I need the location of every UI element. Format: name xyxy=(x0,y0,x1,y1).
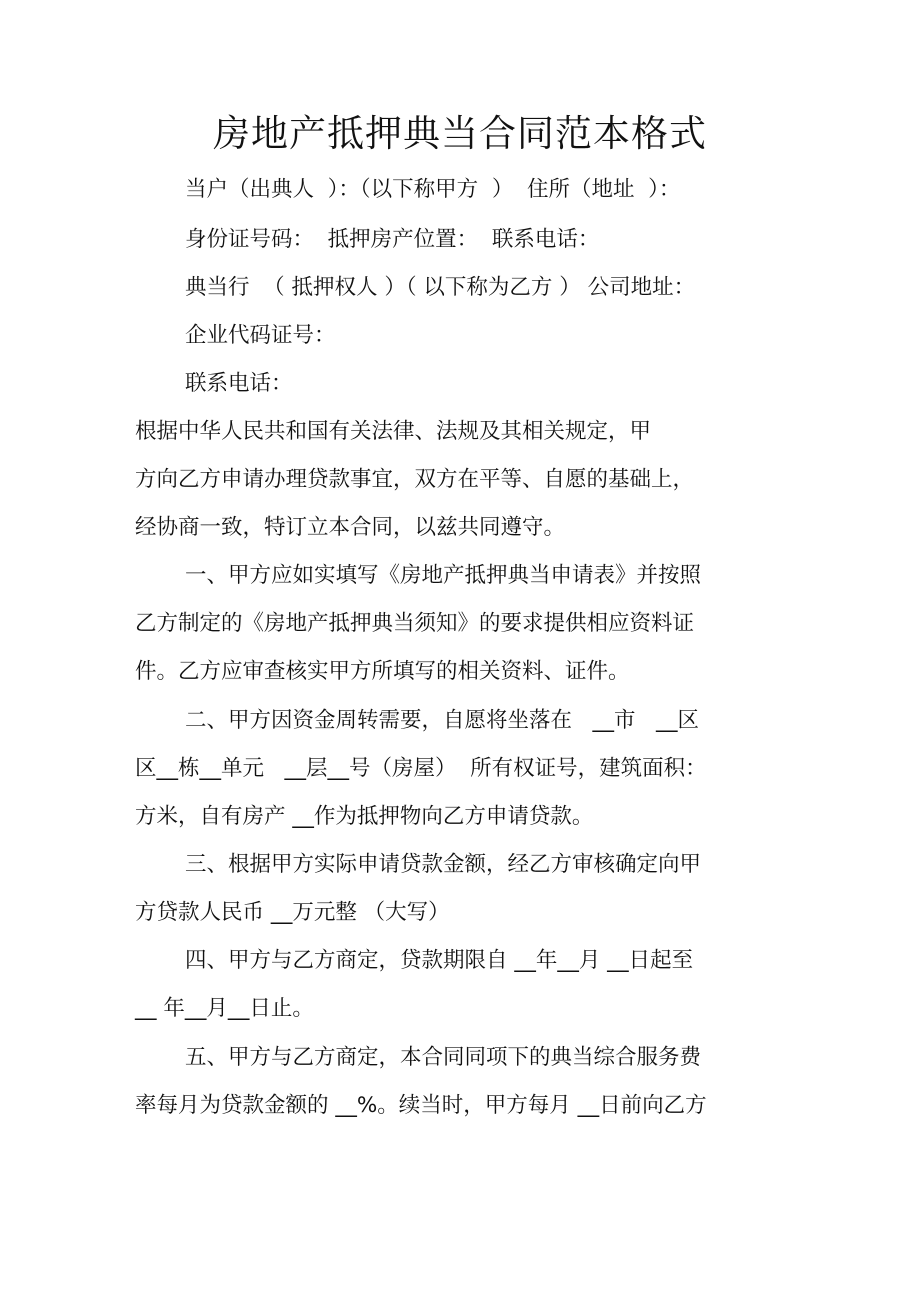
clause-5-line: 五、甲方与乙方商定，本合同同项下的典当综合服务费 xyxy=(185,1045,702,1070)
party-a-line: 当户（出典人 ）：（以下称甲方 ） 住所（地址 ）： xyxy=(185,177,681,202)
phone-line: 联系电话： xyxy=(185,371,293,396)
preamble-line: 方向乙方申请办理贷款事宜，双方在平等、自愿的基础上， xyxy=(135,467,695,492)
document-title: 房地产抵押典当合同范本格式 xyxy=(213,112,707,155)
company-code-line: 企业代码证号： xyxy=(185,323,336,348)
clause-3-line: 方贷款人民币 __万元整 （大写） xyxy=(135,900,450,925)
clause-2-line: 区__栋__单元 __层__号（房屋） 所有权证号，建筑面积： xyxy=(135,756,707,781)
preamble-line: 根据中华人民共和国有关法律、法规及其相关规定，甲 xyxy=(135,419,652,444)
id-line: 身份证号码： 抵押房产位置： 联系电话： xyxy=(185,227,600,252)
preamble-line: 经协商一致，特订立本合同，以兹共同遵守。 xyxy=(135,515,566,540)
clause-3-line: 三、根据甲方实际申请贷款金额，经乙方审核确定向甲 xyxy=(185,852,702,877)
party-b-line: 典当行 （ 抵押权人 ）（ 以下称为乙方 ） 公司地址： xyxy=(185,275,696,300)
clause-1-line: 一、甲方应如实填写《房地产抵押典当申请表》并按照 xyxy=(185,563,702,588)
clause-4-line: 四、甲方与乙方商定，贷款期限自 __年__月 __日起至 xyxy=(185,948,694,973)
clause-1-line: 件。乙方应审查核实甲方所填写的相关资料、证件。 xyxy=(135,659,630,684)
clause-2-line: 二、甲方因资金周转需要，自愿将坐落在 __市 __区 xyxy=(185,708,700,733)
clause-5-line: 率每月为贷款金额的 __%。续当时，甲方每月 __日前向乙方 xyxy=(135,1093,707,1118)
clause-2-line: 方米，自有房产 __作为抵押物向乙方申请贷款。 xyxy=(135,804,594,829)
clause-4-line: __ 年__月__日止。 xyxy=(135,996,314,1021)
clause-1-line: 乙方制定的《房地产抵押典当须知》的要求提供相应资料证 xyxy=(135,611,695,636)
